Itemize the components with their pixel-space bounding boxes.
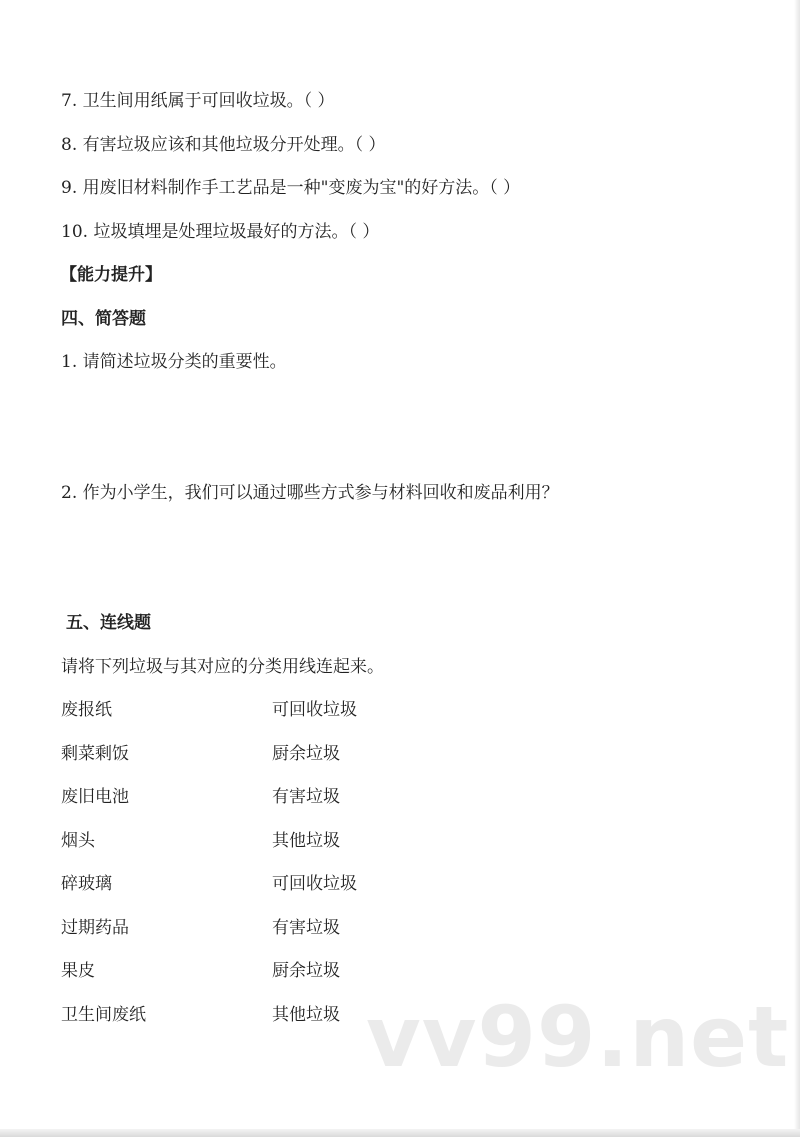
match-category: 可回收垃圾 xyxy=(272,700,357,720)
match-category: 厨余垃圾 xyxy=(272,961,340,981)
match-item: 烟头 xyxy=(61,831,95,851)
match-category: 其他垃圾 xyxy=(272,1005,340,1025)
match-item: 碎玻璃 xyxy=(61,874,112,894)
ability-heading: 【能力提升】 xyxy=(60,265,162,285)
match-category: 可回收垃圾 xyxy=(272,874,357,894)
section4-question-2: 2. 作为小学生，我们可以通过哪些方式参与材料回收和废品利用？ xyxy=(61,483,559,503)
match-category: 有害垃圾 xyxy=(272,918,340,938)
judgement-item-9: 9. 用废旧材料制作手工艺品是一种"变废为宝"的好方法。（ ） xyxy=(61,178,521,198)
judgement-item-8: 8. 有害垃圾应该和其他垃圾分开处理。（ ） xyxy=(61,135,386,155)
page-edge-right xyxy=(794,0,800,1137)
judgement-item-7: 7. 卫生间用纸属于可回收垃圾。（ ） xyxy=(61,91,335,111)
match-item: 过期药品 xyxy=(61,918,129,938)
match-category: 有害垃圾 xyxy=(272,787,340,807)
match-item: 废旧电池 xyxy=(61,787,129,807)
match-item: 果皮 xyxy=(61,961,95,981)
section4-title: 四、简答题 xyxy=(61,309,146,329)
match-category: 厨余垃圾 xyxy=(272,744,340,764)
match-item: 卫生间废纸 xyxy=(61,1005,146,1025)
section5-instruction: 请将下列垃圾与其对应的分类用线连起来。 xyxy=(61,657,384,677)
page-edge-bottom xyxy=(0,1129,800,1137)
judgement-item-10: 10. 垃圾填埋是处理垃圾最好的方法。（ ） xyxy=(61,222,380,242)
watermark: vv99.net xyxy=(366,988,790,1086)
section4-question-1: 1. 请简述垃圾分类的重要性。 xyxy=(61,352,287,372)
match-category: 其他垃圾 xyxy=(272,831,340,851)
section5-title: 五、连线题 xyxy=(66,613,151,633)
match-item: 剩菜剩饭 xyxy=(61,744,129,764)
match-item: 废报纸 xyxy=(61,700,112,720)
